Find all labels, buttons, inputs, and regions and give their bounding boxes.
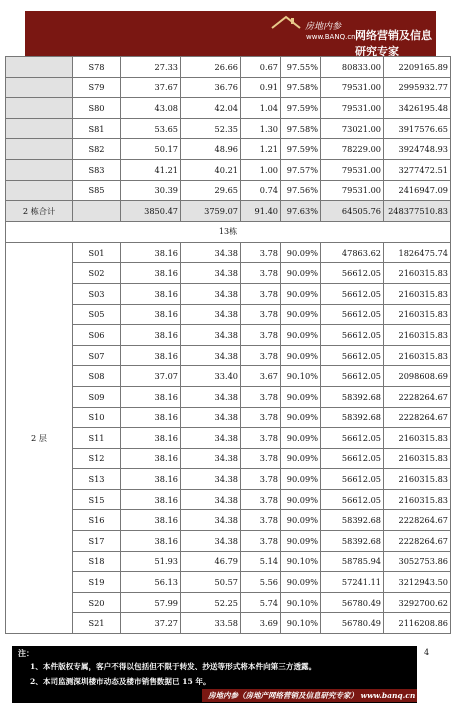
value-cell: 90.09% (281, 407, 321, 428)
unit-cell: S18 (73, 551, 121, 572)
value-cell: 97.59% (281, 139, 321, 160)
value-cell: 1.00 (241, 159, 281, 180)
table-row (6, 448, 451, 469)
value-cell: 56612.05 (321, 304, 384, 325)
value-cell: 3.78 (241, 304, 281, 325)
table-row (6, 304, 451, 325)
value-cell: 37.67 (121, 77, 181, 98)
table-row (6, 592, 451, 613)
footer-note-label: 注： (18, 648, 34, 658)
unit-cell: S13 (73, 469, 121, 490)
footer-line-1: 1、本件版权专属，客户不得以包括但不限于转发、抄送等形式将本件向第三方透露。 (30, 662, 317, 671)
value-cell: 3.78 (241, 386, 281, 407)
floor-cell (6, 118, 73, 139)
table-row (6, 613, 451, 634)
value-cell: 34.38 (181, 263, 241, 284)
unit-cell: S20 (73, 592, 121, 613)
value-cell: 3.78 (241, 428, 281, 449)
value-cell: 90.10% (281, 366, 321, 387)
value-cell: 47863.62 (321, 242, 384, 263)
table-row (6, 325, 451, 346)
value-cell: 2160315.83 (384, 448, 451, 469)
value-cell: 90.10% (281, 592, 321, 613)
total-cell: 3759.07 (181, 201, 241, 222)
value-cell: 5.56 (241, 572, 281, 593)
value-cell: 90.09% (281, 242, 321, 263)
table-row (6, 551, 451, 572)
value-cell: 5.14 (241, 551, 281, 572)
value-cell: 51.93 (121, 551, 181, 572)
value-cell: 90.10% (281, 551, 321, 572)
value-cell: 48.96 (181, 139, 241, 160)
value-cell: 3917576.65 (384, 118, 451, 139)
value-cell: 3.78 (241, 489, 281, 510)
table-row (6, 180, 451, 201)
value-cell: 38.16 (121, 510, 181, 531)
value-cell: 90.09% (281, 263, 321, 284)
unit-cell: S83 (73, 159, 121, 180)
value-cell: 1.21 (241, 139, 281, 160)
value-cell: 34.38 (181, 407, 241, 428)
value-cell: 1.30 (241, 118, 281, 139)
table-row (6, 366, 451, 387)
value-cell: 26.66 (181, 57, 241, 78)
value-cell: 27.33 (121, 57, 181, 78)
value-cell: 34.38 (181, 304, 241, 325)
value-cell: 90.09% (281, 325, 321, 346)
value-cell: 3.78 (241, 325, 281, 346)
table-row (6, 242, 451, 263)
unit-cell: S82 (73, 139, 121, 160)
value-cell: 50.17 (121, 139, 181, 160)
value-cell: 90.09% (281, 572, 321, 593)
unit-cell: S81 (73, 118, 121, 139)
value-cell: 57.99 (121, 592, 181, 613)
value-cell: 38.16 (121, 531, 181, 552)
value-cell: 34.38 (181, 242, 241, 263)
value-cell: 73021.00 (321, 118, 384, 139)
value-cell: 56612.05 (321, 448, 384, 469)
value-cell: 2160315.83 (384, 304, 451, 325)
unit-cell: S21 (73, 613, 121, 634)
value-cell: 3.78 (241, 469, 281, 490)
value-cell: 34.38 (181, 345, 241, 366)
value-cell: 3052753.86 (384, 551, 451, 572)
header-tagline: 网络营销及信息研究专家 (355, 29, 432, 56)
value-cell: 52.25 (181, 592, 241, 613)
value-cell: 0.67 (241, 57, 281, 78)
footer-notes (12, 646, 417, 703)
unit-cell: S85 (73, 180, 121, 201)
value-cell: 3.78 (241, 283, 281, 304)
value-cell: 90.09% (281, 283, 321, 304)
floor-cell (6, 159, 73, 180)
table-row (6, 489, 451, 510)
value-cell: 1826475.74 (384, 242, 451, 263)
unit-cell: S80 (73, 98, 121, 119)
unit-cell: S79 (73, 77, 121, 98)
unit-cell: S08 (73, 366, 121, 387)
value-cell: 38.16 (121, 283, 181, 304)
value-cell: 90.09% (281, 304, 321, 325)
value-cell: 79531.00 (321, 98, 384, 119)
page-number: 4 (424, 648, 430, 657)
unit-cell: S01 (73, 242, 121, 263)
value-cell: 58392.68 (321, 407, 384, 428)
value-cell: 56612.05 (321, 469, 384, 490)
table-row (6, 510, 451, 531)
value-cell: 52.35 (181, 118, 241, 139)
table-row (6, 531, 451, 552)
value-cell: 56780.49 (321, 613, 384, 634)
value-cell: 57241.11 (321, 572, 384, 593)
table-row (6, 345, 451, 366)
unit-cell: S06 (73, 325, 121, 346)
value-cell: 2228264.67 (384, 531, 451, 552)
value-cell: 56612.05 (321, 489, 384, 510)
total-cell: 97.63% (281, 201, 321, 222)
value-cell: 78229.00 (321, 139, 384, 160)
value-cell: 90.10% (281, 613, 321, 634)
unit-cell: S16 (73, 510, 121, 531)
value-cell: 2228264.67 (384, 407, 451, 428)
table-row (6, 572, 451, 593)
value-cell: 2209165.89 (384, 57, 451, 78)
value-cell: 56612.05 (321, 283, 384, 304)
value-cell: 34.38 (181, 386, 241, 407)
value-cell: 90.09% (281, 469, 321, 490)
value-cell: 80833.00 (321, 57, 384, 78)
value-cell: 36.76 (181, 77, 241, 98)
value-cell: 56612.05 (321, 345, 384, 366)
value-cell: 3924748.93 (384, 139, 451, 160)
footer-credit-bar (202, 689, 417, 702)
value-cell: 2160315.83 (384, 263, 451, 284)
value-cell: 97.56% (281, 180, 321, 201)
value-cell: 2116208.86 (384, 613, 451, 634)
value-cell: 3292700.62 (384, 592, 451, 613)
value-cell: 38.16 (121, 407, 181, 428)
value-cell: 58392.68 (321, 386, 384, 407)
unit-cell: S03 (73, 283, 121, 304)
value-cell: 0.91 (241, 77, 281, 98)
value-cell: 2160315.83 (384, 283, 451, 304)
unit-cell: S12 (73, 448, 121, 469)
value-cell: 3.67 (241, 366, 281, 387)
value-cell: 38.16 (121, 386, 181, 407)
table-row (6, 77, 451, 98)
value-cell: 3.78 (241, 531, 281, 552)
table-row (6, 57, 451, 78)
value-cell: 2098608.69 (384, 366, 451, 387)
value-cell: 34.38 (181, 469, 241, 490)
unit-cell: S05 (73, 304, 121, 325)
value-cell: 56612.05 (321, 263, 384, 284)
value-cell: 38.16 (121, 448, 181, 469)
footer-line-2: 2、本司监测深圳楼市动态及楼市销售数据已 15 年。 (30, 677, 211, 686)
value-cell: 58392.68 (321, 531, 384, 552)
value-cell: 3212943.50 (384, 572, 451, 593)
value-cell: 2228264.67 (384, 386, 451, 407)
table-row (6, 407, 451, 428)
value-cell: 2228264.67 (384, 510, 451, 531)
value-cell: 5.74 (241, 592, 281, 613)
value-cell: 3.78 (241, 345, 281, 366)
table-row (6, 98, 451, 119)
table-row (6, 428, 451, 449)
value-cell: 33.58 (181, 613, 241, 634)
value-cell: 38.16 (121, 242, 181, 263)
value-cell: 34.38 (181, 428, 241, 449)
value-cell: 3.78 (241, 448, 281, 469)
value-cell: 38.16 (121, 325, 181, 346)
value-cell: 56.13 (121, 572, 181, 593)
value-cell: 38.16 (121, 304, 181, 325)
value-cell: 3.69 (241, 613, 281, 634)
table-row (6, 118, 451, 139)
value-cell: 90.09% (281, 531, 321, 552)
floor-cell (6, 180, 73, 201)
value-cell: 97.58% (281, 77, 321, 98)
table-row (6, 139, 451, 160)
total-cell: 64505.76 (321, 201, 384, 222)
floor-cell (6, 77, 73, 98)
value-cell: 53.65 (121, 118, 181, 139)
table-row (6, 386, 451, 407)
value-cell: 56780.49 (321, 592, 384, 613)
value-cell: 90.09% (281, 386, 321, 407)
value-cell: 3277472.51 (384, 159, 451, 180)
value-cell: 46.79 (181, 551, 241, 572)
value-cell: 3.78 (241, 242, 281, 263)
value-cell: 79531.00 (321, 77, 384, 98)
value-cell: 90.09% (281, 448, 321, 469)
unit-cell: S17 (73, 531, 121, 552)
value-cell: 50.57 (181, 572, 241, 593)
section-row (6, 221, 451, 242)
value-cell: 2160315.83 (384, 489, 451, 510)
value-cell: 0.74 (241, 180, 281, 201)
value-cell: 2160315.83 (384, 325, 451, 346)
unit-cell: S78 (73, 57, 121, 78)
value-cell: 3.78 (241, 407, 281, 428)
value-cell: 97.58% (281, 118, 321, 139)
page-header (25, 11, 436, 56)
value-cell: 1.04 (241, 98, 281, 119)
value-cell: 30.39 (121, 180, 181, 201)
unit-cell: S11 (73, 428, 121, 449)
value-cell: 2995932.77 (384, 77, 451, 98)
unit-cell: S15 (73, 489, 121, 510)
sales-table (5, 56, 451, 634)
value-cell: 38.16 (121, 489, 181, 510)
value-cell: 38.16 (121, 263, 181, 284)
brand-name: 房地内参 (305, 22, 342, 32)
value-cell: 34.38 (181, 489, 241, 510)
floor-cell (6, 98, 73, 119)
table-row (6, 469, 451, 490)
brand-url: www.BANQ.cn (306, 33, 356, 41)
value-cell: 97.59% (281, 98, 321, 119)
value-cell: 42.04 (181, 98, 241, 119)
value-cell: 90.09% (281, 428, 321, 449)
value-cell: 38.16 (121, 469, 181, 490)
value-cell: 34.38 (181, 448, 241, 469)
value-cell: 38.16 (121, 428, 181, 449)
unit-cell: S19 (73, 572, 121, 593)
value-cell: 34.38 (181, 283, 241, 304)
value-cell: 3426195.48 (384, 98, 451, 119)
value-cell: 90.09% (281, 489, 321, 510)
value-cell: 37.27 (121, 613, 181, 634)
table-row (6, 263, 451, 284)
total-cell: 248377510.83 (384, 201, 451, 222)
floor-cell (6, 139, 73, 160)
value-cell: 34.38 (181, 325, 241, 346)
unit-cell: S07 (73, 345, 121, 366)
total-cell: 91.40 (241, 201, 281, 222)
value-cell: 97.57% (281, 159, 321, 180)
value-cell: 37.07 (121, 366, 181, 387)
value-cell: 34.38 (181, 531, 241, 552)
table-row (6, 283, 451, 304)
value-cell: 79531.00 (321, 180, 384, 201)
value-cell: 56612.05 (321, 428, 384, 449)
total-label: 2 栋合计 (6, 201, 73, 222)
value-cell: 56612.05 (321, 325, 384, 346)
value-cell: 2160315.83 (384, 428, 451, 449)
value-cell: 41.21 (121, 159, 181, 180)
table-row (6, 159, 451, 180)
unit-cell: S09 (73, 386, 121, 407)
value-cell: 90.09% (281, 345, 321, 366)
value-cell: 34.38 (181, 510, 241, 531)
unit-cell: S02 (73, 263, 121, 284)
value-cell: 2416947.09 (384, 180, 451, 201)
value-cell: 38.16 (121, 345, 181, 366)
unit-cell: S10 (73, 407, 121, 428)
value-cell: 2160315.83 (384, 345, 451, 366)
value-cell: 90.09% (281, 510, 321, 531)
section-title: 13栋 (6, 221, 451, 242)
value-cell: 97.55% (281, 57, 321, 78)
value-cell: 79531.00 (321, 159, 384, 180)
value-cell: 3.78 (241, 510, 281, 531)
total-row (6, 201, 451, 222)
value-cell: 29.65 (181, 180, 241, 201)
floor-cell: 2 层 (6, 242, 73, 633)
total-cell: 3850.47 (121, 201, 181, 222)
value-cell: 40.21 (181, 159, 241, 180)
floor-cell (6, 57, 73, 78)
value-cell: 43.08 (121, 98, 181, 119)
value-cell: 33.40 (181, 366, 241, 387)
value-cell: 58392.68 (321, 510, 384, 531)
footer-credit: 房地内参（房地产网络营销及信息研究专家） www.banq.cn (208, 691, 416, 700)
value-cell: 58785.94 (321, 551, 384, 572)
value-cell: 2160315.83 (384, 469, 451, 490)
value-cell: 3.78 (241, 263, 281, 284)
house-logo-icon (270, 14, 302, 36)
value-cell: 56612.05 (321, 366, 384, 387)
